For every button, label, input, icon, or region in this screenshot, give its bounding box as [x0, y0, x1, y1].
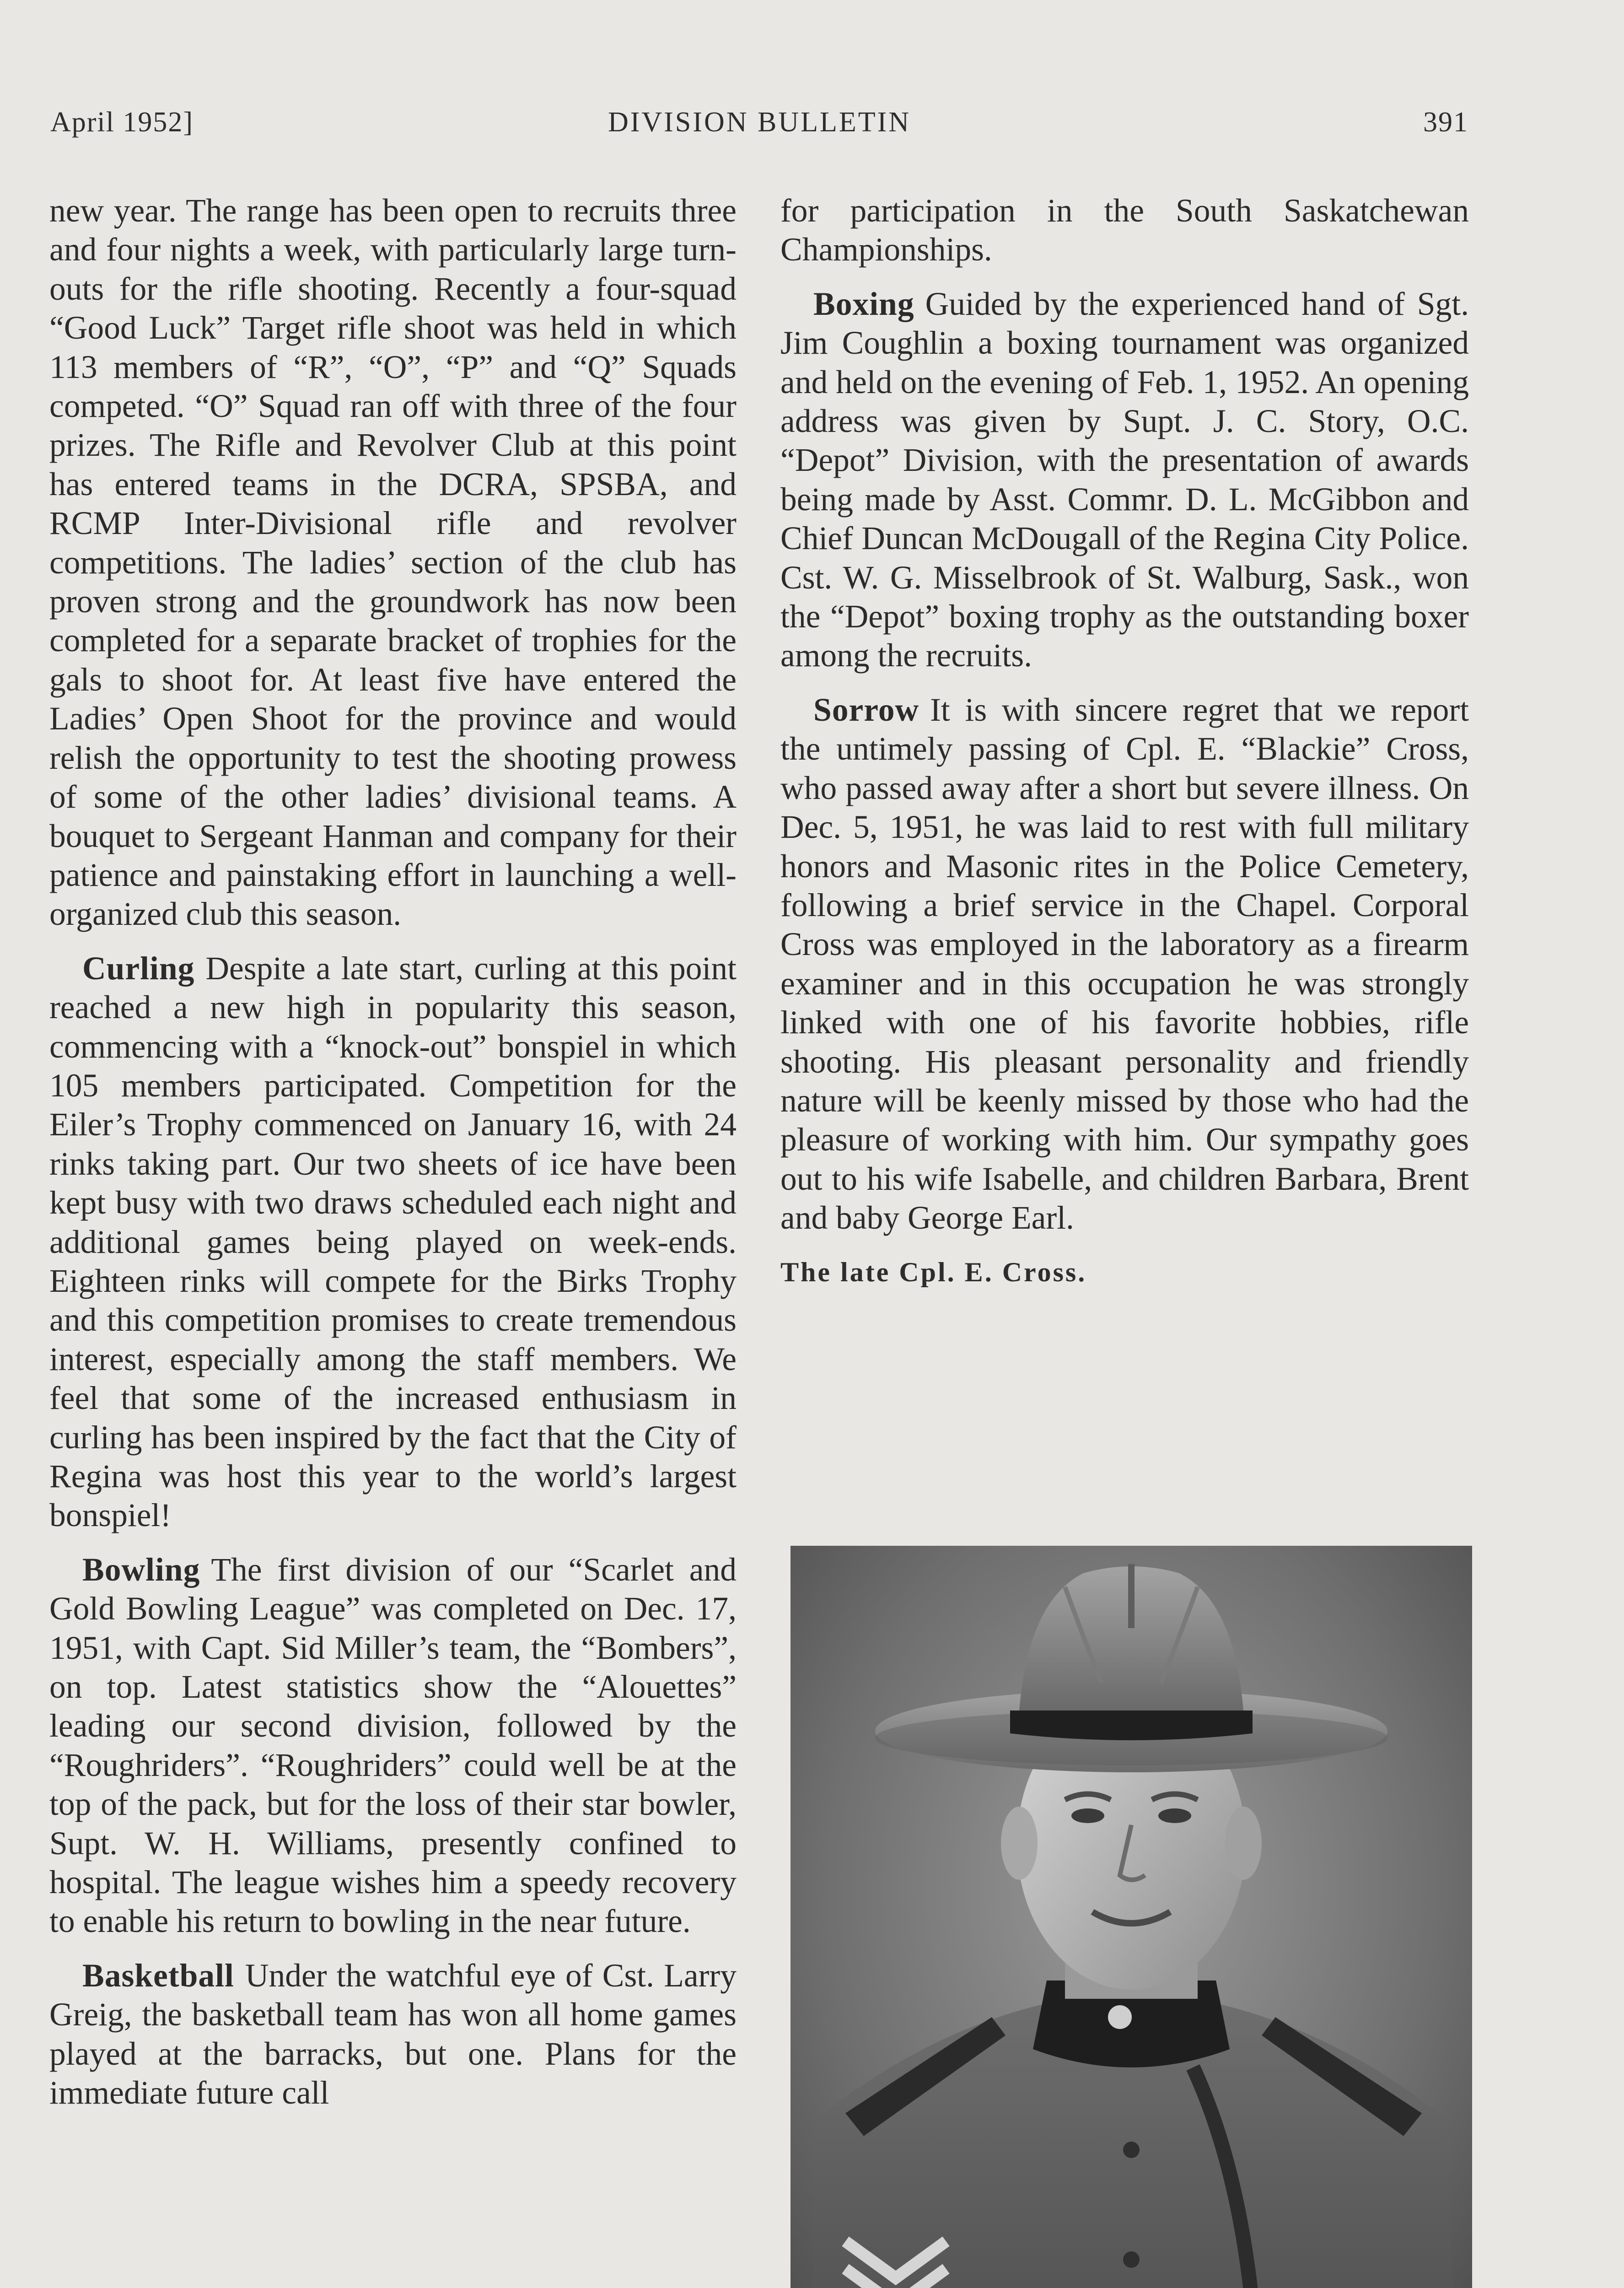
left-column — [49, 191, 737, 2128]
curling-paragraph — [49, 949, 737, 1535]
boxing-text: Guided by the experienced hand of Sgt. Jim Coughlin a boxing tournament was organized and held on the evening of Feb. 1, 1952. An opening address was given by Supt. J. C. Story, O.C. “Depot” Division, with the presentation of awards being made by Asst. Commr. D. L. McGibbon and Chief Duncan McDougall of the Regina City Police. Cst. W. G. Misselbrook of St. Walburg, Sask., won the “Depot” boxing trophy as the outstanding boxer among the recruits. — [780, 286, 1469, 674]
intro-paragraph: new year. The range has been open to recruits three and four nights a week, with particularly large turn-outs for the rifle shooting. Recently a four-squad “Good Luck” Target rifle shoot was held in which 113 members of “R”, “O”, “P” and “Q” Squads competed. “O” Squad ran off with three of the four prizes. The Rifle and Revolver Club at this point has entered teams in the DCRA, SPSBA, and RCMP Inter-Divisional rifle and revolver competitions. The ladies’ section of the club has proven strong and the groundwork has now been completed for a separate bracket of trophies for the gals to shoot for. At least five have entered the Ladies’ Open Shoot for the province and would relish the opportunity to test the shooting prowess of some of the other ladies’ divisional teams. A bouquet to Sergeant Hanman and company for their patience and painstaking effort in launching a well-organized club this season. — [49, 193, 737, 933]
basketball-heading: Basketball — [82, 1957, 234, 1994]
curling-heading: Curling — [82, 950, 195, 987]
boxing-paragraph — [780, 285, 1469, 675]
right-column — [780, 191, 1469, 1307]
continuation-paragraph: for participation in the South Saskatchewan Championships. — [780, 193, 1469, 268]
bowling-heading: Bowling — [82, 1551, 200, 1588]
portrait-photo — [790, 1546, 1472, 2288]
basketball-paragraph — [49, 1956, 737, 2113]
bowling-text: The first division of our “Scarlet and Gold Bowling League” was completed on Dec. 17, 1951, with Capt. Sid Miller’s team, the “Bombers”, on top. Latest statistics show the “Alouettes” leading our second division, followed by the “Roughriders”. “Roughriders” could well be at the top of the pack, but for the loss of their star bowler, Supt. W. H. Williams, presently confined to hospital. The league wishes him a speedy recovery to enable his return to bowling in the near future. — [49, 1551, 737, 1940]
header-publication: DIVISION BULLETIN — [608, 107, 911, 138]
curling-text: Despite a late start, curling at this point reached a new high in popularity this season, commencing with a “knock-out” bonspiel in which 105 members participated. Competition for the Eiler’s Trophy commenced on January 16, with 24 rinks taking part. Our two sheets of ice have been kept busy with two draws scheduled each night and additional games being played on week-ends. Eighteen rinks will compete for the Birks Trophy and this competition promises to create tremendous interest, especially among the staff members. We feel that some of the increased enthusiasm in curling has been inspired by the fact that the City of Regina was host this year to the world’s largest bonspiel! — [49, 950, 737, 1534]
basketball-text: Under the watchful eye of Cst. Larry Greig, the basketball team has won all home games played at the barracks, but one. Plans for the immediate future call — [49, 1957, 737, 2111]
header-date: April 1952] — [50, 107, 194, 138]
photo-caption: The late Cpl. E. Cross. — [780, 1257, 1087, 1287]
page-number: 391 — [1423, 107, 1468, 138]
portrait-image — [790, 1546, 1472, 2288]
sorrow-text: It is with sincere regret that we report the untimely passing of Cpl. E. “Blackie” Cross, who passed away after a short but severe illness. On Dec. 5, 1951, he was laid to rest with full military honors and Masonic rites in the Police Cemetery, following a brief service in the Chapel. Corporal Cross was employed in the laboratory as a firearm examiner and in this occupation he was strongly linked with one of his favorite hobbies, rifle shooting. His pleasant personality and friendly nature will be keenly missed by those who had the pleasure of working with him. Our sympathy goes out to his wife Isabelle, and children Barbara, Brent and baby George Earl. — [780, 691, 1469, 1236]
sorrow-heading: Sorrow — [813, 691, 920, 728]
boxing-heading: Boxing — [813, 286, 914, 322]
running-header — [50, 106, 1468, 143]
sorrow-paragraph — [780, 691, 1469, 1238]
bowling-paragraph — [49, 1550, 737, 1941]
